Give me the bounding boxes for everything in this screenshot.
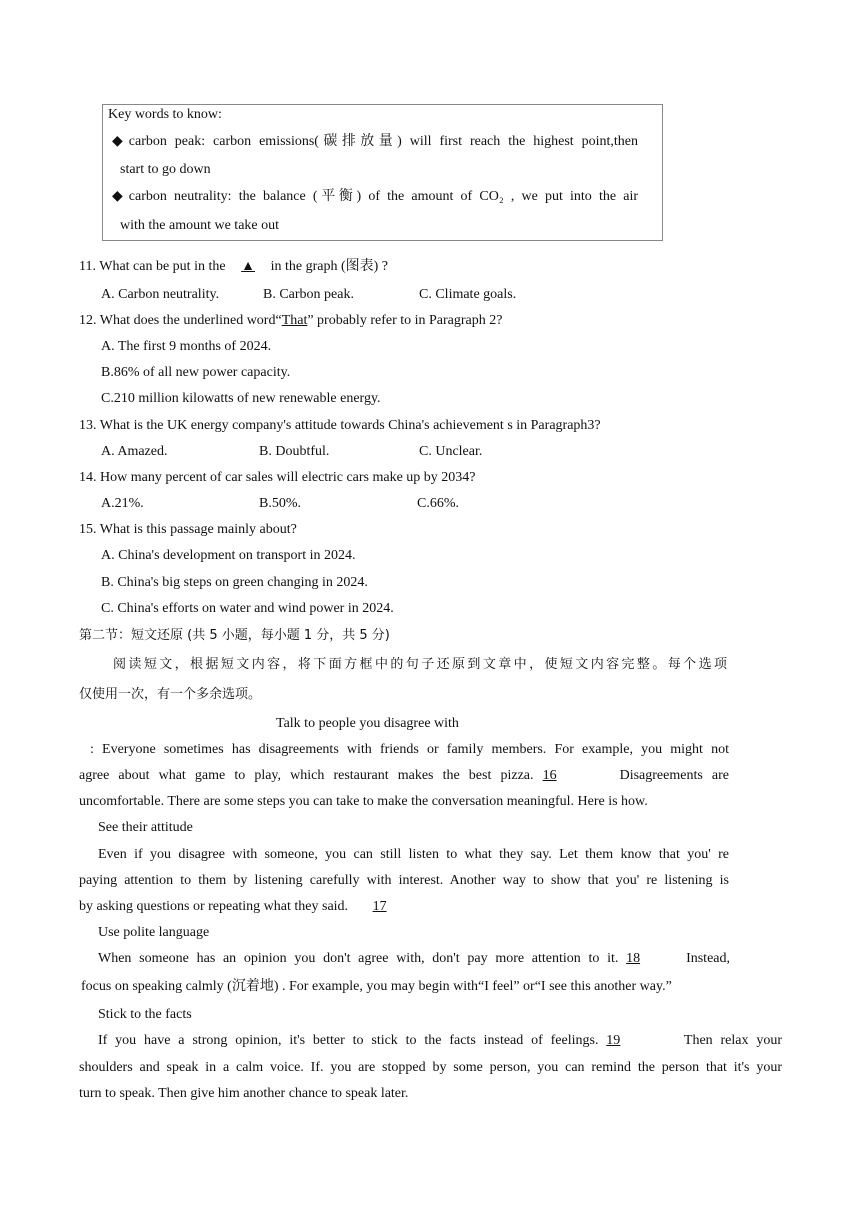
question-15-option-c: C. China's efforts on water and wind power in 2024. — [101, 601, 394, 616]
keywords-heading: Key words to know: — [108, 107, 222, 122]
question-12-option-b: B.86% of all new power capacity. — [101, 365, 291, 380]
blank-18: 18 — [626, 951, 641, 966]
question-15-option-a: A. China's development on transport in 2024. — [101, 548, 356, 563]
question-12-option-c: C.210 million kilowatts of new renewable energy. — [101, 391, 381, 406]
keyword-item-carbon-neutrality-cont: with the amount we take out — [120, 218, 280, 233]
passage-paragraph-1: : Everyone sometimes has disagreements with friends or family members. For example, you might not — [90, 742, 729, 757]
question-15-stem: 15. What is this passage mainly about? — [79, 522, 297, 537]
question-14-stem: 14. How many percent of car sales will electric cars make up by 2034? — [79, 470, 476, 485]
underlined-word: That — [281, 313, 308, 328]
section-2-heading: 第二节：短文还原 (共 5 小题，每小题 1 分，共 5 分) — [79, 628, 390, 643]
question-11-option-a: A. Carbon neutrality. — [101, 287, 220, 302]
question-11-stem: 11. What can be put in the ▲ in the graph (图表) ? — [79, 259, 388, 274]
passage-paragraph-3-line-2: focus on speaking calmly (沉着地) . For example, you may begin with“I feel” or“I see this another way.” — [81, 979, 672, 994]
passage-paragraph-3: When someone has an opinion you don't agree with, don't pay more attention to it. 18 Instead, — [98, 951, 730, 966]
blank-16: 16 — [542, 768, 557, 783]
passage-paragraph-2-line-3: by asking questions or repeating what they said. 17 — [79, 900, 408, 914]
blank-17: 17 — [372, 899, 387, 914]
subheading-use-polite-language: Use polite language — [98, 925, 210, 940]
question-11-option-c: C. Climate goals. — [419, 287, 517, 302]
question-14-option-b: B.50%. — [259, 496, 301, 511]
section-2-instructions: 阅读短文，根据短文内容，将下面方框中的句子还原到文章中，使短文内容完整。每个选项 — [113, 657, 727, 672]
passage-title: Talk to people you disagree with — [276, 716, 459, 731]
diamond-bullet-icon: ◆ — [112, 134, 123, 149]
keyword-item-carbon-peak: ◆ carbon peak: carbon emissions(碳排放量) will first reach the highest point,then — [112, 134, 638, 149]
subheading-see-their-attitude: See their attitude — [98, 820, 193, 835]
keyword-item-carbon-peak-cont: start to go down — [120, 162, 211, 177]
question-15-option-b: B. China's big steps on green changing in 2024. — [101, 575, 368, 590]
keyword-item-carbon-neutrality: ◆ carbon neutrality: the balance (平衡) of the amount of CO₂ , we put into the air — [112, 189, 638, 204]
passage-paragraph-2-line-2: paying attention to them by listening carefully with interest. Another way to show that you' re listening is — [79, 873, 729, 888]
question-12-option-a: A. The first 9 months of 2024. — [101, 339, 272, 354]
blank-19: 19 — [606, 1033, 621, 1048]
question-13-option-c: C. Unclear. — [419, 444, 483, 459]
question-13-option-b: B. Doubtful. — [259, 444, 330, 459]
passage-paragraph-4: If you have a strong opinion, it's better to stick to the facts instead of feelings. 19 Then relax your — [98, 1033, 782, 1048]
question-14-option-c: C.66%. — [417, 496, 459, 511]
passage-paragraph-1-line-3: uncomfortable. There are some steps you can take to make the conversation meaningful. Here is how. — [79, 794, 648, 809]
question-13-stem: 13. What is the UK energy company's attitude towards China's achievement s in Paragraph3? — [79, 418, 601, 433]
question-13-option-a: A. Amazed. — [101, 444, 168, 459]
question-12-stem: 12. What does the underlined word“That” probably refer to in Paragraph 2? — [79, 313, 503, 328]
question-11-option-b: B. Carbon peak. — [263, 287, 354, 302]
passage-paragraph-1-line-2: agree about what game to play, which restaurant makes the best pizza. 16 Disagreements are — [79, 768, 729, 783]
diamond-bullet-icon: ◆ — [112, 189, 123, 204]
section-2-instructions-cont: 仅使用一次，有一个多余选项。 — [79, 687, 262, 702]
subheading-stick-to-the-facts: Stick to the facts — [98, 1007, 192, 1022]
triangle-blank-icon: ▲ — [241, 259, 255, 274]
question-14-option-a: A.21%. — [101, 496, 144, 511]
passage-paragraph-4-line-3: turn to speak. Then give him another chance to speak later. — [79, 1086, 409, 1101]
passage-paragraph-2: Even if you disagree with someone, you can still listen to what they say. Let them know that you' re — [98, 847, 729, 862]
passage-paragraph-4-line-2: shoulders and speak in a calm voice. If. you are stopped by some person, you can remind the person that it's your — [79, 1060, 782, 1075]
